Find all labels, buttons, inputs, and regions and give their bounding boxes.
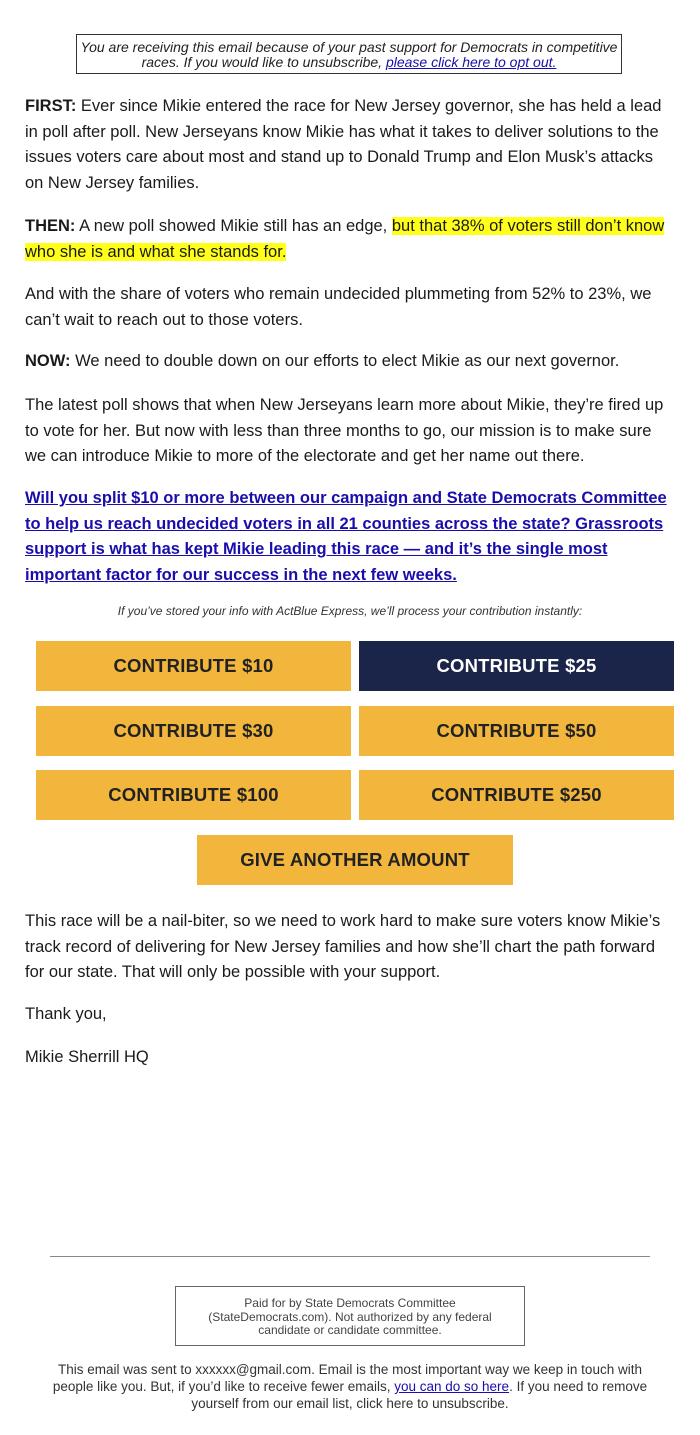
contribute-50-button[interactable]: CONTRIBUTE $50 — [359, 706, 674, 756]
footer-text — [40, 1361, 660, 1412]
footer-divider — [50, 1256, 650, 1257]
signature-text: Mikie Sherrill HQ — [25, 1048, 149, 1066]
then-label: THEN: — [25, 217, 76, 235]
opt-out-link[interactable]: please click here to opt out. — [385, 54, 557, 70]
nail-biter-text: This race will be a nail-biter, so we need to work hard to make sure voters know Mikie’s track record of delivering for New Jersey families and how she’ll chart the path forward for our state. That will only be possible with your support. — [25, 912, 661, 982]
notice-text: You are receiving this email because of your past support for Democrats in competitive races. If you would like to unsubscribe, — [80, 39, 618, 70]
latest-poll-text: The latest poll shows that when New Jerseyans learn more about Mikie, they’re fired up to vote for her. But now with less than three months to go, our mission is to make sure we can introduce Mikie to more of the electorate and get her name out there. — [25, 396, 664, 466]
then-text: A new poll showed Mikie still has an edge, — [75, 217, 392, 235]
paragraph-first — [25, 94, 675, 197]
first-label: FIRST: — [25, 97, 77, 115]
contribute-250-button[interactable]: CONTRIBUTE $250 — [359, 770, 674, 820]
paragraph-now — [25, 349, 675, 375]
now-text: We need to double down on our efforts to elect Mikie as our next governor. — [70, 352, 620, 370]
contribute-100-button[interactable]: CONTRIBUTE $100 — [36, 770, 351, 820]
sent-to-prefix: This email was sent to — [58, 1362, 196, 1377]
donate-cta-link[interactable]: Will you split $10 or more between our campaign and State Democrats Committee to help us reach undecided voters in all 21 counties across the state? Grassroots support is what has kept Mikie leading this race — and it’s the single most important factor for our success in the next few weeks. — [25, 489, 667, 585]
fewer-emails-link[interactable]: you can do so here — [394, 1379, 510, 1394]
actblue-note: If you’ve stored your info with ActBlue Express, we’ll process your contribution instantly: — [117, 604, 583, 618]
unsubscribe-notice — [76, 34, 622, 74]
highlighted-text: but that 38% of voters still don’t know who she is and what she stands for. — [25, 217, 665, 261]
thank-you-text: Thank you, — [25, 1005, 107, 1023]
paragraph-undecided — [25, 282, 675, 333]
paragraph-nail-biter — [25, 909, 675, 986]
paragraph-then — [25, 214, 675, 265]
now-label: NOW: — [25, 352, 71, 370]
remove-text: . If you need to remove yourself from our email list, click here to unsubscribe. — [191, 1379, 648, 1411]
contribute-30-button[interactable]: CONTRIBUTE $30 — [36, 706, 351, 756]
contribute-10-button[interactable]: CONTRIBUTE $10 — [36, 641, 351, 691]
thank-you — [25, 1002, 675, 1028]
paid-for-disclaimer: Paid for by State Democrats Committee (StateDemocrats.com). Not authorized by any federal candidate or candidate committee. — [175, 1286, 525, 1346]
undecided-text: And with the share of voters who remain undecided plummeting from 52% to 23%, we can’t wait to reach out to those voters. — [25, 285, 652, 329]
recipient-email: xxxxxx@gmail.com — [195, 1362, 312, 1377]
signature — [25, 1045, 675, 1071]
paragraph-latest-poll — [25, 393, 675, 470]
give-another-amount-button[interactable]: GIVE ANOTHER AMOUNT — [197, 835, 513, 885]
first-text: Ever since Mikie entered the race for New Jersey governor, she has held a lead in poll after poll. New Jerseyans know Mikie has what it takes to deliver solutions to the issues voters care about most and stand up to Donald Trump and Elon Musk’s attacks on New Jersey families. — [25, 97, 662, 193]
sent-to-rest: . Email is the most important way we keep in touch with people like you. But, if you’d like to receive fewer emails, — [52, 1362, 642, 1394]
contribute-25-button[interactable]: CONTRIBUTE $25 — [359, 641, 674, 691]
